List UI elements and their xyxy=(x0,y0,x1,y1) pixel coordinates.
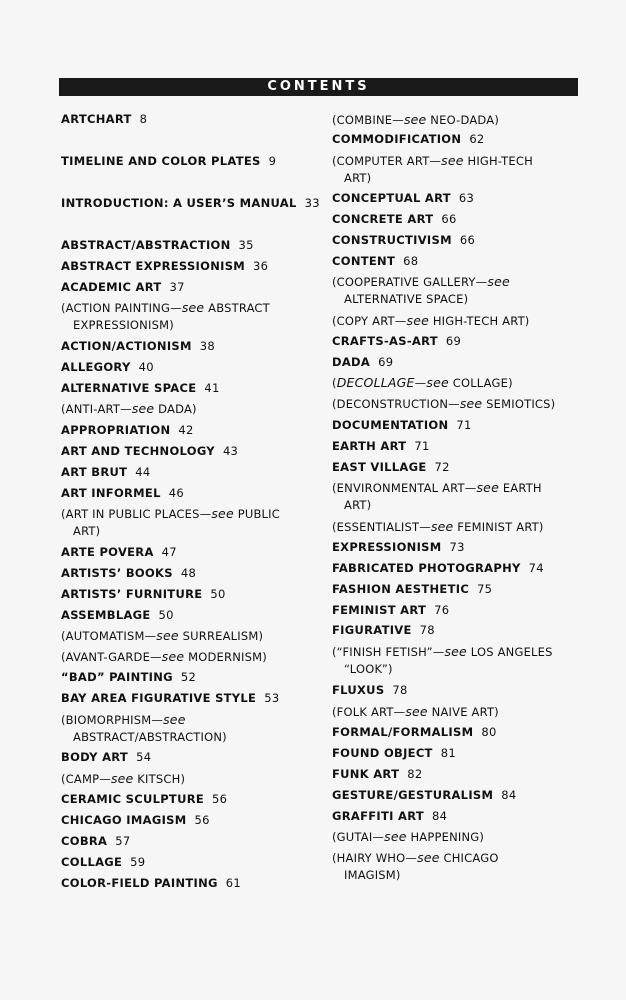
entry-title: COLOR-FIELD PAINTING xyxy=(61,876,218,890)
see-word: see xyxy=(110,771,134,786)
ref-line-2 xyxy=(61,317,270,334)
ref-line-2 xyxy=(332,867,499,884)
ref-text: (GUTAI— xyxy=(332,830,385,844)
page-number: 40 xyxy=(138,360,154,374)
contents-header xyxy=(59,78,578,96)
entry-title: DADA xyxy=(332,355,371,369)
entry-title: ARTCHART xyxy=(61,112,132,126)
page-number: 75 xyxy=(477,582,493,596)
toc-entry xyxy=(61,690,279,707)
page-number: 50 xyxy=(210,587,226,601)
ref-line-2 xyxy=(332,291,510,308)
page-number: 38 xyxy=(199,339,215,353)
toc-entry xyxy=(332,622,435,639)
entry-title: ARTE POVERA xyxy=(61,545,154,559)
ref-target: LOS ANGELES xyxy=(466,645,553,659)
toc-cross-reference xyxy=(332,518,544,536)
ref-target: SEMIOTICS) xyxy=(482,397,556,411)
ref-text: (COOPERATIVE GALLERY— xyxy=(332,275,488,289)
toc-entry xyxy=(61,237,254,254)
ref-text: (AVANT-GARDE— xyxy=(61,650,162,664)
ref-line-1 xyxy=(61,299,270,317)
see-word: see xyxy=(430,519,454,534)
contents-title: CONTENTS xyxy=(267,79,370,94)
page-number: 68 xyxy=(403,254,419,268)
page-number: 73 xyxy=(449,540,465,554)
ref-target-cont: ABSTRACT/ABSTRACTION) xyxy=(73,730,227,744)
see-word: see xyxy=(441,153,464,168)
entry-title: DOCUMENTATION xyxy=(332,418,449,432)
toc-entry xyxy=(332,539,465,556)
toc-cross-reference xyxy=(332,374,513,392)
ref-text: (ART IN PUBLIC PLACES— xyxy=(61,507,212,521)
page-number: 8 xyxy=(139,112,148,126)
entry-title: ABSTRACT EXPRESSIONISM xyxy=(61,259,246,273)
entry-title: EXPRESSIONISM xyxy=(332,540,442,554)
ref-target: MODERNISM) xyxy=(184,650,267,664)
toc-entry xyxy=(61,833,130,850)
page-number: 69 xyxy=(445,334,462,348)
ref-target: NEO-DADA) xyxy=(426,113,500,127)
page-number: 61 xyxy=(225,876,242,890)
toc-entry xyxy=(61,359,154,376)
see-word: see xyxy=(163,712,186,727)
toc-cross-reference xyxy=(332,849,499,884)
ref-line-2 xyxy=(61,729,227,746)
entry-title: COBRA xyxy=(61,834,108,848)
see-word: see xyxy=(417,850,440,865)
toc-entry xyxy=(332,808,447,825)
toc-entry xyxy=(61,875,241,892)
ref-target: HIGH-TECH ART) xyxy=(428,314,530,328)
page-number: 52 xyxy=(180,670,197,684)
ref-target: SURREALISM) xyxy=(178,629,264,643)
entry-title: ART BRUT xyxy=(61,465,128,479)
ref-line-1 xyxy=(332,849,499,867)
ref-line-1 xyxy=(332,312,530,330)
see-word: see xyxy=(403,112,427,127)
page-number: 69 xyxy=(378,355,394,369)
page-number: 84 xyxy=(501,788,517,802)
toc-cross-reference xyxy=(332,703,499,721)
toc-entry xyxy=(332,131,485,148)
toc-entry xyxy=(61,153,276,170)
entry-title: “BAD” PAINTING xyxy=(61,670,173,684)
ref-line-1 xyxy=(61,648,267,666)
ref-target: HAPPENING) xyxy=(406,830,485,844)
ref-target-cont: “LOOK”) xyxy=(344,662,393,676)
ref-target: HIGH-TECH xyxy=(463,154,533,168)
ref-text: (DECONSTRUCTION— xyxy=(332,397,460,411)
see-word: see xyxy=(181,300,205,315)
toc-entry xyxy=(61,586,226,603)
see-word: see xyxy=(444,644,467,659)
page-number: 57 xyxy=(115,834,131,848)
ref-target-cont: IMAGISM) xyxy=(344,868,401,882)
toc-entry xyxy=(61,111,147,128)
ref-text: (“FINISH FETISH”— xyxy=(332,645,445,659)
toc-entry xyxy=(332,438,430,455)
entry-title: CERAMIC SCULPTURE xyxy=(61,792,205,806)
page-number: 66 xyxy=(459,233,476,247)
entry-title: ALLEGORY xyxy=(61,360,131,374)
ref-line-1 xyxy=(61,711,227,729)
page-number: 54 xyxy=(136,750,152,764)
toc-cross-reference xyxy=(332,395,555,413)
ref-target: KITSCH) xyxy=(133,772,186,786)
ref-line-1 xyxy=(332,479,542,497)
toc-cross-reference xyxy=(332,111,499,129)
page-number: 35 xyxy=(238,238,254,252)
entry-title: CRAFTS-AS-ART xyxy=(332,334,438,348)
ref-dash: — xyxy=(414,376,427,390)
entry-title: BAY AREA FIGURATIVE STYLE xyxy=(61,691,257,705)
page-number: 71 xyxy=(456,418,472,432)
entry-title: INTRODUCTION: A USER’S MANUAL xyxy=(61,196,297,210)
entry-title: CONCRETE ART xyxy=(332,212,434,226)
ref-text: (ACTION PAINTING— xyxy=(61,301,182,315)
ref-target: NAIVE ART) xyxy=(427,705,499,719)
toc-entry xyxy=(332,333,461,350)
ref-line-1 xyxy=(332,643,553,661)
entry-title: BODY ART xyxy=(61,750,129,764)
toc-entry xyxy=(61,380,220,397)
ref-line-1 xyxy=(332,374,513,392)
ref-target: CHICAGO xyxy=(439,851,499,865)
page-number: 42 xyxy=(178,423,194,437)
ref-line-2 xyxy=(332,170,533,187)
ref-text: (COMBINE— xyxy=(332,113,404,127)
ref-target-cont: ALTERNATIVE SPACE) xyxy=(344,292,469,306)
toc-entry xyxy=(61,258,268,275)
entry-title: TIMELINE AND COLOR PLATES xyxy=(61,154,261,168)
entry-title: FOUND OBJECT xyxy=(332,746,433,760)
entry-title: FEMINIST ART xyxy=(332,603,427,617)
ref-text: (CAMP— xyxy=(61,772,111,786)
entry-title: EARTH ART xyxy=(332,439,407,453)
toc-entry xyxy=(61,791,227,808)
toc-cross-reference xyxy=(61,648,267,666)
see-word: see xyxy=(405,704,428,719)
page-number: 81 xyxy=(440,746,456,760)
toc-cross-reference xyxy=(61,505,280,540)
entry-title: FASHION AESTHETIC xyxy=(332,582,470,596)
see-word: see xyxy=(476,480,499,495)
toc-entry xyxy=(332,354,393,371)
entry-title: ACTION/ACTIONISM xyxy=(61,339,192,353)
entry-title: ABSTRACT/ABSTRACTION xyxy=(61,238,231,252)
see-word: see xyxy=(211,506,234,521)
entry-title: COMMODIFICATION xyxy=(332,132,462,146)
ref-line-2 xyxy=(332,661,553,678)
page-number: 84 xyxy=(432,809,448,823)
entry-title: FLUXUS xyxy=(332,683,385,697)
toc-entry xyxy=(332,602,449,619)
entry-title: CONTENT xyxy=(332,254,396,268)
page-number: 78 xyxy=(419,623,435,637)
toc-entry xyxy=(332,417,472,434)
page-number: 44 xyxy=(135,465,151,479)
ref-target-cont: EXPRESSIONISM) xyxy=(73,318,174,332)
entry-title: ASSEMBLAGE xyxy=(61,608,151,622)
toc-entry xyxy=(61,749,151,766)
page-number: 41 xyxy=(204,381,220,395)
ref-target: FEMINIST ART) xyxy=(453,520,544,534)
toc-entry xyxy=(332,724,497,741)
entry-title: APPROPRIATION xyxy=(61,423,171,437)
page-number: 59 xyxy=(130,855,146,869)
toc-cross-reference xyxy=(61,299,270,334)
page-number: 72 xyxy=(434,460,450,474)
ref-line-1 xyxy=(61,505,280,523)
ref-line-1 xyxy=(332,273,510,291)
see-word: see xyxy=(487,274,510,289)
page-number: 56 xyxy=(212,792,228,806)
see-word: see xyxy=(406,313,429,328)
ref-line-2 xyxy=(332,497,542,514)
page-number: 47 xyxy=(161,545,177,559)
toc-cross-reference xyxy=(332,479,542,514)
toc-entry xyxy=(332,232,475,249)
see-word: see xyxy=(161,649,185,664)
ref-line-2 xyxy=(61,523,280,540)
ref-line-1 xyxy=(61,400,197,418)
ref-target: ABSTRACT xyxy=(204,301,270,315)
page-number: 56 xyxy=(194,813,210,827)
ref-italic-term: DECOLLAGE xyxy=(336,375,415,390)
page-number: 80 xyxy=(481,725,497,739)
toc-entry xyxy=(332,745,456,762)
toc-entry xyxy=(61,443,238,460)
ref-text: (AUTOMATISM— xyxy=(61,629,157,643)
ref-target: PUBLIC xyxy=(233,507,280,521)
toc-entry xyxy=(61,279,185,296)
entry-title: EAST VILLAGE xyxy=(332,460,427,474)
ref-text: (ENVIRONMENTAL ART— xyxy=(332,481,477,495)
page-number: 82 xyxy=(407,767,423,781)
ref-text: (BIOMORPHISM— xyxy=(61,713,164,727)
ref-text: (ANTI-ART— xyxy=(61,402,132,416)
page-number: 74 xyxy=(528,561,544,575)
page-number: 50 xyxy=(158,608,174,622)
toc-entry xyxy=(61,812,210,829)
entry-title: COLLAGE xyxy=(61,855,123,869)
ref-line-1 xyxy=(332,395,555,413)
toc-entry xyxy=(332,253,418,270)
see-word: see xyxy=(156,628,179,643)
toc-entry xyxy=(61,338,215,355)
toc-entry xyxy=(61,669,196,686)
toc-cross-reference xyxy=(61,627,263,645)
toc-cross-reference xyxy=(61,770,185,788)
toc-cross-reference xyxy=(332,273,510,308)
toc-entry xyxy=(332,560,544,577)
entry-title: ARTISTS’ FURNITURE xyxy=(61,587,203,601)
page-number: 66 xyxy=(441,212,457,226)
toc-entry xyxy=(61,422,194,439)
page-number: 46 xyxy=(168,486,184,500)
page-number: 76 xyxy=(434,603,450,617)
entry-title: ARTISTS’ BOOKS xyxy=(61,566,173,580)
ref-target: EARTH xyxy=(498,481,542,495)
entry-title: CHICAGO IMAGISM xyxy=(61,813,187,827)
toc-entry xyxy=(61,195,320,212)
toc-entry xyxy=(332,211,457,228)
ref-line-1 xyxy=(332,828,484,846)
ref-target-cont: ART) xyxy=(344,498,372,512)
toc-entry xyxy=(332,787,516,804)
page-number: 33 xyxy=(304,196,320,210)
toc-entry xyxy=(332,682,408,699)
page-number: 9 xyxy=(268,154,277,168)
ref-line-1 xyxy=(332,518,544,536)
entry-title: ART INFORMEL xyxy=(61,486,161,500)
toc-entry xyxy=(61,607,174,624)
entry-title: GESTURE/GESTURALISM xyxy=(332,788,494,802)
page-number: 53 xyxy=(264,691,280,705)
see-word: see xyxy=(384,829,407,844)
toc-entry xyxy=(61,464,151,481)
toc-entry xyxy=(61,565,196,582)
toc-entry xyxy=(332,459,450,476)
toc-entry xyxy=(61,544,177,561)
entry-title: ACADEMIC ART xyxy=(61,280,162,294)
page-number: 78 xyxy=(392,683,408,697)
page-number: 71 xyxy=(414,439,430,453)
ref-line-1 xyxy=(61,770,185,788)
page-number: 43 xyxy=(222,444,239,458)
page-number: 36 xyxy=(253,259,269,273)
ref-line-1 xyxy=(332,703,499,721)
entry-title: FUNK ART xyxy=(332,767,400,781)
toc-entry xyxy=(61,485,184,502)
entry-title: FIGURATIVE xyxy=(332,623,412,637)
toc-entry xyxy=(332,190,474,207)
ref-target: DADA) xyxy=(154,402,197,416)
see-word: see xyxy=(459,396,483,411)
ref-target-cont: ART) xyxy=(344,171,372,185)
toc-cross-reference xyxy=(332,312,530,330)
toc-entry xyxy=(332,581,492,598)
entry-title: FABRICATED PHOTOGRAPHY xyxy=(332,561,521,575)
entry-title: FORMAL/FORMALISM xyxy=(332,725,474,739)
toc-cross-reference xyxy=(332,643,553,678)
entry-title: GRAFFITI ART xyxy=(332,809,424,823)
page-number: 48 xyxy=(180,566,197,580)
toc-entry xyxy=(61,854,145,871)
ref-target: COLLAGE) xyxy=(448,376,513,390)
toc-cross-reference xyxy=(61,400,197,418)
ref-text: (COPY ART— xyxy=(332,314,407,328)
toc-cross-reference xyxy=(332,828,484,846)
see-word: see xyxy=(426,375,449,390)
see-word: see xyxy=(131,401,155,416)
ref-line-1 xyxy=(332,152,533,170)
ref-text: (ESSENTIALIST— xyxy=(332,520,431,534)
ref-line-1 xyxy=(61,627,263,645)
page-number: 62 xyxy=(469,132,485,146)
entry-title: CONSTRUCTIVISM xyxy=(332,233,452,247)
ref-text: (FOLK ART— xyxy=(332,705,406,719)
toc-cross-reference xyxy=(332,152,533,187)
ref-line-1 xyxy=(332,111,499,129)
entry-title: CONCEPTUAL ART xyxy=(332,191,451,205)
ref-text: (HAIRY WHO— xyxy=(332,851,418,865)
entry-title: ART AND TECHNOLOGY xyxy=(61,444,215,458)
toc-cross-reference xyxy=(61,711,227,746)
toc-entry xyxy=(332,766,422,783)
ref-target-cont: ART) xyxy=(73,524,101,538)
ref-text: (COMPUTER ART— xyxy=(332,154,442,168)
page-number: 37 xyxy=(169,280,185,294)
entry-title: ALTERNATIVE SPACE xyxy=(61,381,197,395)
page-number: 63 xyxy=(458,191,475,205)
ref-text: ( xyxy=(332,376,337,390)
